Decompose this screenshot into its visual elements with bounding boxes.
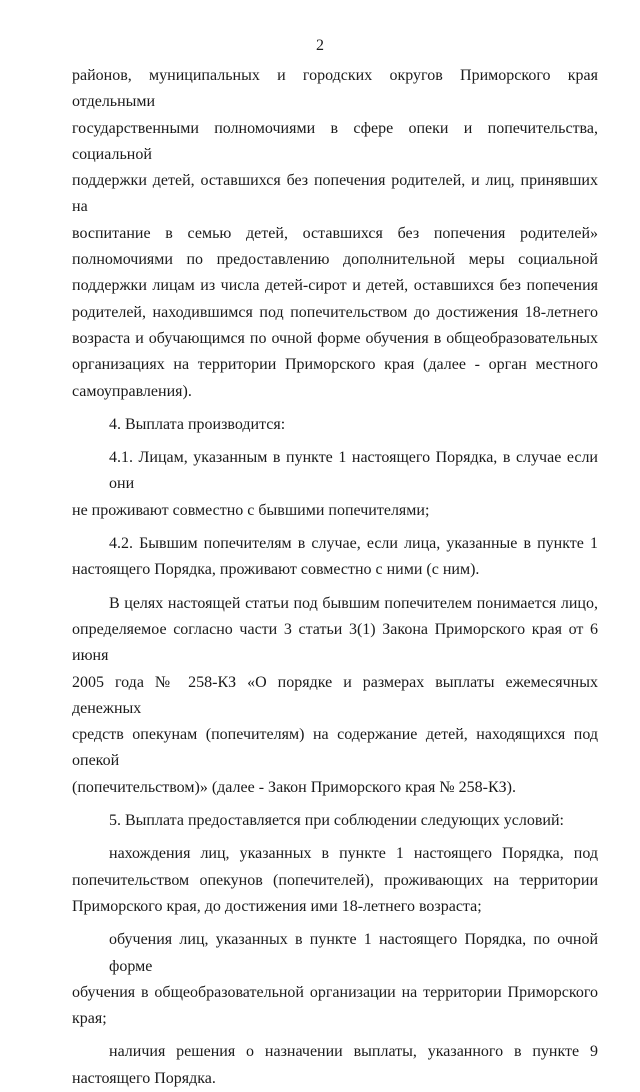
text-line: наличия решения о назначении выплаты, указанного в пункте 9 [109, 1043, 598, 1061]
text-line: 4.2. Бывшим попечителям в случае, если лица, указанные в пункте 1 [109, 535, 598, 553]
text-line: возраста и обучающимся по очной форме обучения в общеобразовательных [72, 329, 598, 347]
page-number: 2 [316, 37, 324, 54]
text-line: 5. Выплата предоставляется при соблюдении следующих условий: [109, 812, 564, 830]
text-line: поддержки лицам из числа детей-сирот и детей, оставшихся без попечения [72, 277, 598, 295]
document-body [72, 63, 598, 1092]
paragraph-gap [72, 1032, 598, 1039]
text-line: 4. Выплата производится: [109, 415, 286, 433]
text-line: настоящего Порядка. [72, 1069, 216, 1087]
text-line: воспитание в семью детей, оставшихся без попечения родителей» [72, 224, 598, 242]
paragraph-gap [72, 584, 598, 591]
paragraph-gap [72, 438, 598, 445]
text-line: края; [72, 1010, 107, 1028]
paragraph-gap [72, 834, 598, 841]
text-line: (попечительством)» (далее - Закон Приморского края № 258-КЗ). [72, 778, 517, 796]
text-line: 4.1. Лицам, указанным в пункте 1 настоящего Порядка, в случае если они [109, 449, 598, 493]
text-line: определяемое согласно части 3 статьи 3(1) Закона Приморского края от 6 июня [72, 620, 598, 665]
text-line: обучения лиц, указанных в пункте 1 настоящего Порядка, по очной форме [109, 931, 598, 975]
paragraph-gap [72, 801, 598, 808]
text-line: нахождения лиц, указанных в пункте 1 настоящего Порядка, под [109, 845, 598, 863]
text-line: Приморского края, до достижения ими 18-летнего возраста; [72, 897, 482, 915]
paragraph-gap [72, 405, 598, 412]
text-line: В целях настоящей статьи под бывшим попечителем понимается лицо, [109, 594, 598, 612]
text-line: районов, муниципальных и городских округов Приморского края отдельными [72, 67, 598, 111]
text-line: государственными полномочиями в сфере опеки и попечительства, социальной [72, 119, 598, 163]
text-line: не проживают совместно с бывшими попечителями; [72, 501, 430, 519]
text-line: попечительством опекунов (попечителей), проживающих на территории [72, 871, 598, 889]
text-line: самоуправления). [72, 382, 192, 400]
text-line: родителей, находившимся под попечительством до достижения 18-летнего [72, 303, 598, 321]
text-line: организациях на территории Приморского края (далее - орган местного [72, 356, 598, 374]
text-line: поддержки детей, оставшихся без попечения родителей, и лиц, принявших на [72, 172, 598, 216]
text-line: средств опекунам (попечителям) на содержание детей, находящихся под опекой [72, 726, 598, 770]
text-line: настоящего Порядка, проживают совместно с ними (с ним). [72, 561, 480, 579]
paragraph-gap [72, 524, 598, 531]
text-line: обучения в общеобразовательной организации на территории Приморского [72, 983, 598, 1001]
text-line: полномочиями по предоставлению дополнительной меры социальной [72, 251, 598, 269]
text-line: 2005 года № 258-КЗ «О порядке и размерах выплаты ежемесячных денежных [72, 673, 598, 717]
paragraph-gap [72, 920, 598, 927]
